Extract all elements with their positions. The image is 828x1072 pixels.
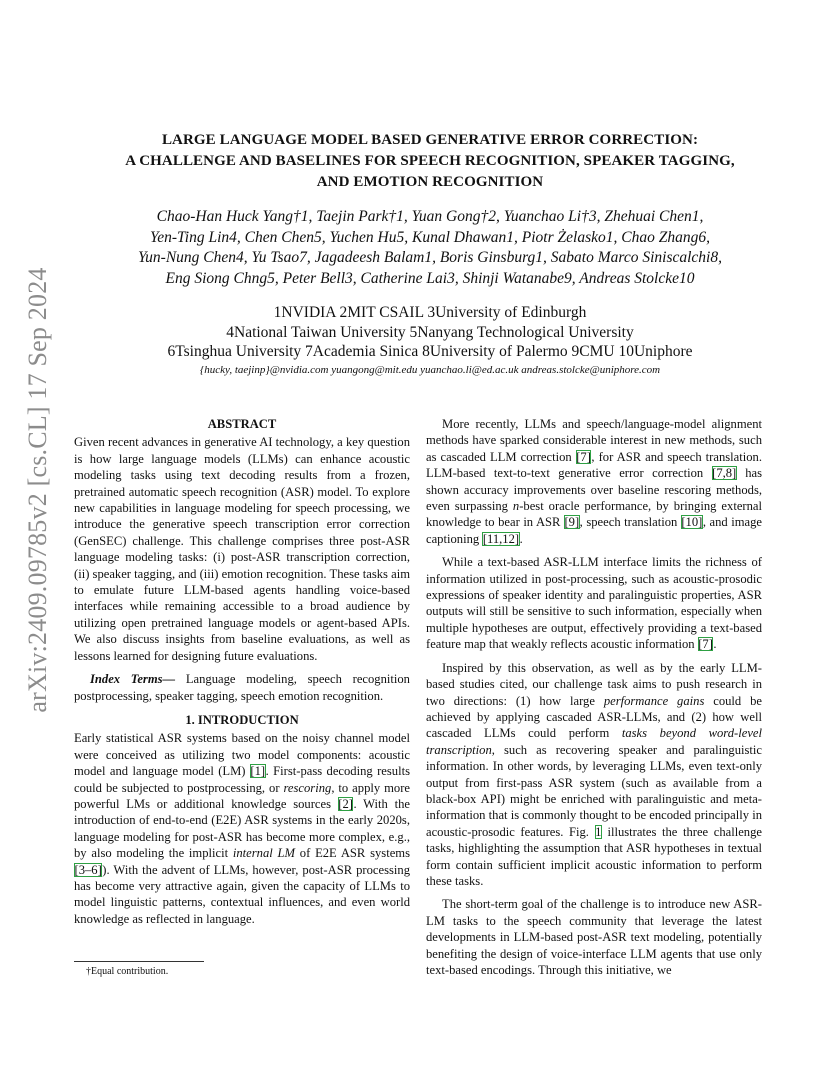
arxiv-id: arXiv:2409.09785v2 [cs.CL] 17 Sep 2024 <box>23 267 52 713</box>
text-run: -best oracle performance, by bringing external knowledge to bear in ASR <box>426 499 762 530</box>
affiliation-list <box>80 303 780 362</box>
title-line: AND EMOTION RECOGNITION <box>316 174 544 190</box>
text-run: illustrates the three challenge tasks, highlighting the assumption that ASR hypotheses in textual form contain sufficient implicit acoustic information to perform these tasks. <box>426 824 762 888</box>
text-run: performance gains <box>603 693 705 708</box>
footnote-divider <box>74 961 204 962</box>
paper-title <box>80 130 780 193</box>
title-line: LARGE LANGUAGE MODEL BASED GENERATIVE ERROR CORRECTION: <box>161 132 699 148</box>
citation-link[interactable]: [7] <box>576 449 591 464</box>
text-run: tasks beyond word-level transcription <box>426 726 762 757</box>
affiliation-line: 1NVIDIA 2MIT CSAIL 3University of Edinburgh <box>273 304 587 321</box>
index-terms-label: Index Terms— <box>90 672 176 687</box>
citation-link[interactable]: [10] <box>681 515 703 530</box>
index-terms-text: Language modeling, speech recognition postprocessing, speaker tagging, speech emotion recognition. <box>74 672 410 703</box>
text-run: ). With the advent of LLMs, however, post-ASR processing has become very attractive again, given the capacity of LLMs to model linguistic patterns, contextual influences, and even world knowledge as reflected in language. <box>74 862 410 926</box>
figure-link[interactable]: 1 <box>595 824 602 839</box>
introduction-heading: 1. INTRODUCTION <box>185 712 299 727</box>
text-run: of E2E ASR systems <box>295 846 410 861</box>
text-run: More recently, LLMs and speech/language-model alignment methods have sparked considerable interest in new methods, such as cascaded LLM correction <box>426 417 762 464</box>
text-run: . First-pass decoding results could be subjected to postprocessing, or <box>74 764 410 795</box>
citation-link[interactable]: [11,12] <box>482 531 520 546</box>
text-run: Early statistical ASR systems based on the noisy channel model were conceived as utilizing two model components: acoustic model and language model (LM) <box>74 731 410 779</box>
abstract-text: Given recent advances in generative AI technology, a key question is how large language models (LLMs) can enhance acoustic modeling tasks using text decoding results from a frozen, pretrained automatic speech recognition (ASR) model. To explore new capabilities in language modeling for speech processing, we introduce the generative speech transcription error correction (GenSEC) challenge. This challenge comprises three post-ASR language modeling tasks: (i) post-ASR transcription correction, (ii) speaker tagging, and (iii) emotion recognition. These tasks aim to emulate future LLM-based agents handling voice-based interfaces while remaining accessible to a broad audience by utilizing open pretrained language models or agent-based APIs. We also discuss insights from baseline evaluations, as well as lessons learned for designing future evaluations. <box>74 435 410 663</box>
intro-paragraph-3 <box>426 554 762 652</box>
text-run: , such as recovering speaker and paralinguistic information. In other words, by leveraging LLMs, even text-only output from first-pass ASR system (such as available from a black-box API) might be enriched with paralinguistic and meta-information that is commonly thought to be encoded principally in acoustic-prosodic features. Fig. <box>426 742 762 839</box>
text-run: , and image captioning <box>426 515 762 546</box>
author-line: Eng Siong Chng5, Peter Bell3, Catherine Lai3, Shinji Watanabe9, Andreas Stolcke10 <box>165 269 695 287</box>
author-list <box>80 207 780 289</box>
right-column <box>426 416 762 978</box>
footnote: †Equal contribution. <box>86 966 169 977</box>
text-run: rescoring <box>283 780 332 795</box>
text-run: , to apply more powerful LMs or additional knowledge sources <box>74 780 411 811</box>
author-line: Chao-Han Huck Yang†1, Taejin Park†1, Yuan Gong†2, Yuanchao Li†3, Zhehuai Chen1, <box>156 208 704 225</box>
author-line: Yen-Ting Lin4, Chen Chen5, Yuchen Hu5, Kunal Dhawan1, Piotr Żelasko1, Chao Zhang6, <box>150 228 710 246</box>
text-run: n <box>512 499 520 514</box>
text-run: could be achieved by applying cascaded ASR-LLMs, and (2) how well cascaded LLMs could perform <box>426 693 763 741</box>
text-run: has shown accuracy improvements over baseline rescoring methods, even surpassing <box>426 466 763 514</box>
text-run: Inspired by this observation, as well as by the early LLM-based studies cited, our challenge task aims to push research in two directions: (1) how large <box>426 660 762 708</box>
abstract-heading: ABSTRACT <box>207 417 277 431</box>
text-run: , speech translation <box>579 515 681 530</box>
citation-link[interactable]: [7,8] <box>712 466 737 481</box>
citation-link[interactable]: [3–6] <box>74 862 102 877</box>
left-column <box>74 416 410 927</box>
affiliation-line: 4National Taiwan University 5Nanyang Technological University <box>226 323 634 341</box>
intro-paragraph-5: The short-term goal of the challenge is to introduce new ASR-LM tasks to the speech community that leverage the latest developments in LLM-based post-ASR text modeling, potentially benefiting the design of voice-interface LLM agents that use only text-based encodings. Through this initiative, we <box>426 897 762 977</box>
citation-link[interactable]: [2] <box>338 796 353 811</box>
citation-link[interactable]: [9] <box>564 515 580 530</box>
index-terms <box>74 671 410 704</box>
email-list: {hucky, taejinp}@nvidia.com yuangong@mit.edu yuanchao.li@ed.ac.uk andreas.stolcke@uniphore.com <box>199 364 661 376</box>
citation-link[interactable]: [7] <box>698 637 713 652</box>
text-run: internal LM <box>232 846 296 861</box>
text-run: While a text-based ASR-LLM interface limits the richness of information utilized in post-processing, such as acoustic-prosodic expressions of speaker identity and paralinguistic properties, ASR outputs will still be sensitive to such information, especially when multiple hypotheses are output, effectively providing a text-based feature map that weakly reflects acoustic information <box>426 555 762 652</box>
affiliation-line: 6Tsinghua University 7Academia Sinica 8University of Palermo 9CMU 10Uniphore <box>167 343 693 360</box>
intro-paragraph-2 <box>426 416 762 547</box>
text-run: . <box>713 637 717 652</box>
arxiv-watermark <box>18 267 58 713</box>
citation-link[interactable]: [1] <box>250 764 266 779</box>
text-run: . <box>519 531 523 546</box>
intro-paragraph-1 <box>74 730 410 927</box>
intro-paragraph-4 <box>426 660 762 890</box>
title-line: A CHALLENGE AND BASELINES FOR SPEECH RECOGNITION, SPEAKER TAGGING, <box>125 153 735 169</box>
text-run: . With the introduction of end-to-end (E2E) ASR systems in the early 2020s, language modeling for post-ASR has become more complex, e.g., by also modeling the implicit <box>74 796 410 861</box>
author-line: Yun-Nung Chen4, Yu Tsao7, Jagadeesh Balam1, Boris Ginsburg1, Sabato Marco Siniscalchi8, <box>137 249 722 266</box>
text-run: , for ASR and speech translation. LLM-based text-to-text generative error correction <box>426 449 762 481</box>
